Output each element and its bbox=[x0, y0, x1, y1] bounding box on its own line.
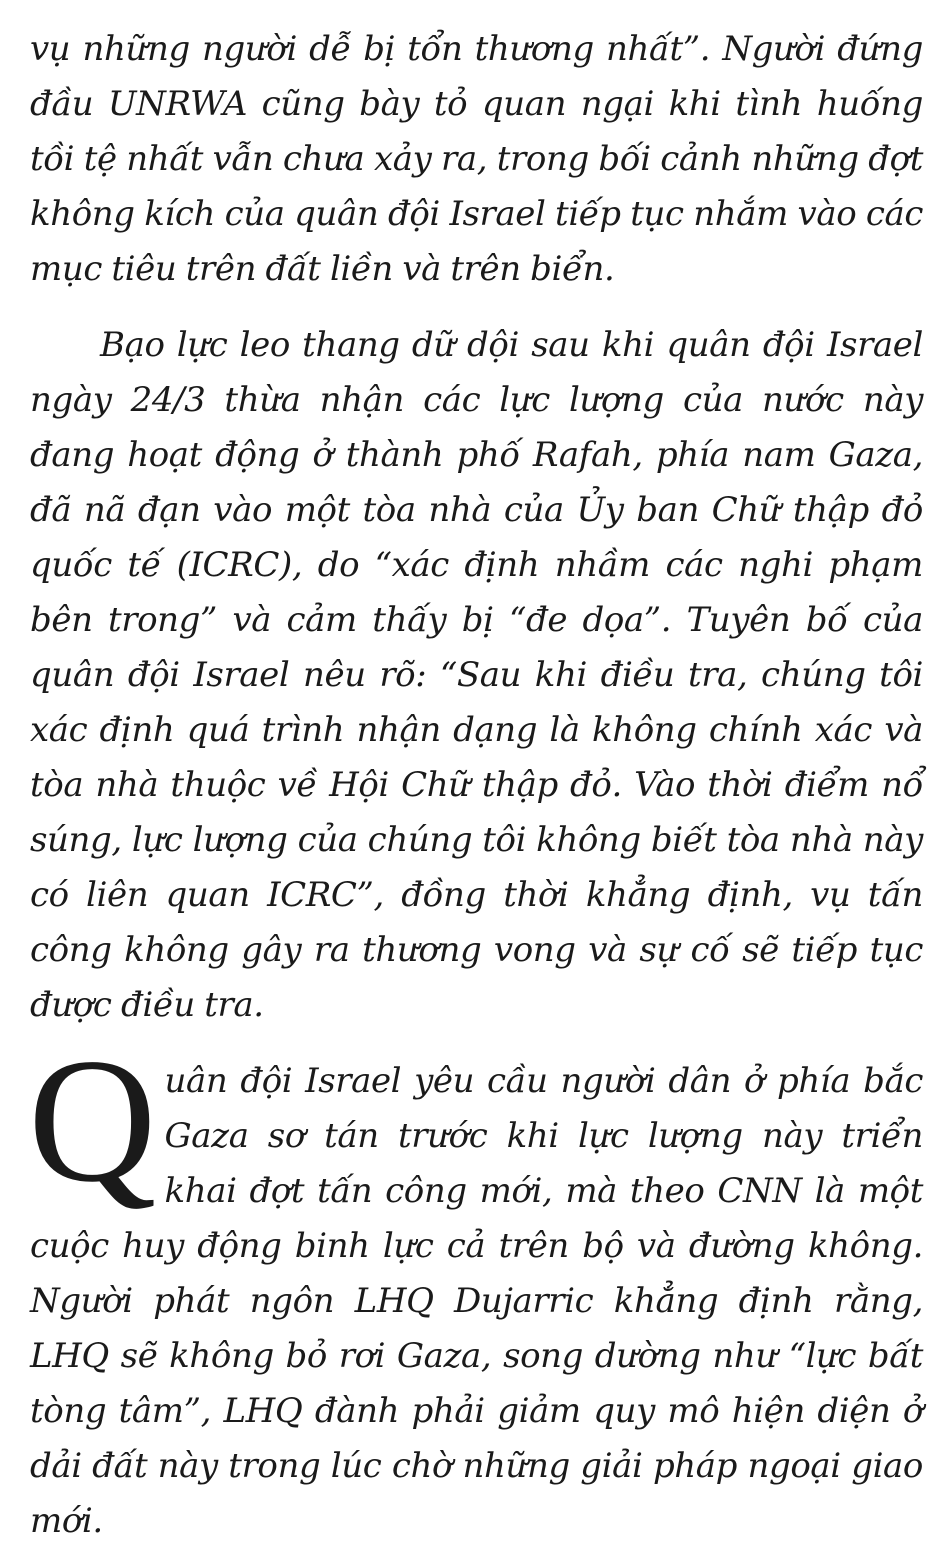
paragraph-evacuation bbox=[28, 1021, 923, 1549]
document-page bbox=[30, 22, 923, 1549]
paragraph-text: Bạo lực leo thang dữ dội sau khi quân đội Israel ngày 24/3 thừa nhận các lực lượng của nước này đang hoạt động ở thành phố Rafah, phía nam Gaza, đã nã đạn vào một tòa nhà của Ủy ban Chữ thập đỏ quốc tế (ICRC), do “xác định nhầm các nghi phạm bên trong” và cảm thấy bị “đe dọa”. Tuyên bố của quân đội Israel nêu rõ: “Sau khi điều tra, chúng tôi xác định quá trình nhận dạng là không chính xác và tòa nhà thuộc về Hội Chữ thập đỏ. Vào thời điểm nổ súng, lực lượng của chúng tôi không biết tòa nhà này có liên quan ICRC”, đồng thời khẳng định, vụ tấn công không gây ra thương vong và sự cố sẽ tiếp tục được điều tra. bbox=[30, 325, 923, 1025]
paragraph-violence bbox=[30, 318, 923, 1033]
paragraph-text: uân đội Israel yêu cầu người dân ở phía bắc Gaza sơ tán trước khi lực lượng này triển khai đợt tấn công mới, mà theo CNN là một cuộc huy động binh lực cả trên bộ và đường không. Người phát ngôn LHQ Dujarric khẳng định rằng, LHQ sẽ không bỏ rơi Gaza, song dường như “lực bất tòng tâm”, LHQ đành phải giảm quy mô hiện diện ở dải đất này trong lúc chờ những giải pháp ngoại giao mới. bbox=[30, 1061, 923, 1541]
paragraph-continued bbox=[30, 22, 923, 297]
paragraph-text: vụ những người dễ bị tổn thương nhất”. Người đứng đầu UNRWA cũng bày tỏ quan ngại khi tình huống tồi tệ nhất vẫn chưa xảy ra, trong bối cảnh những đợt không kích của quân đội Israel tiếp tục nhắm vào các mục tiêu trên đất liền và trên biển. bbox=[30, 29, 923, 289]
drop-cap: Q bbox=[28, 1021, 157, 1219]
